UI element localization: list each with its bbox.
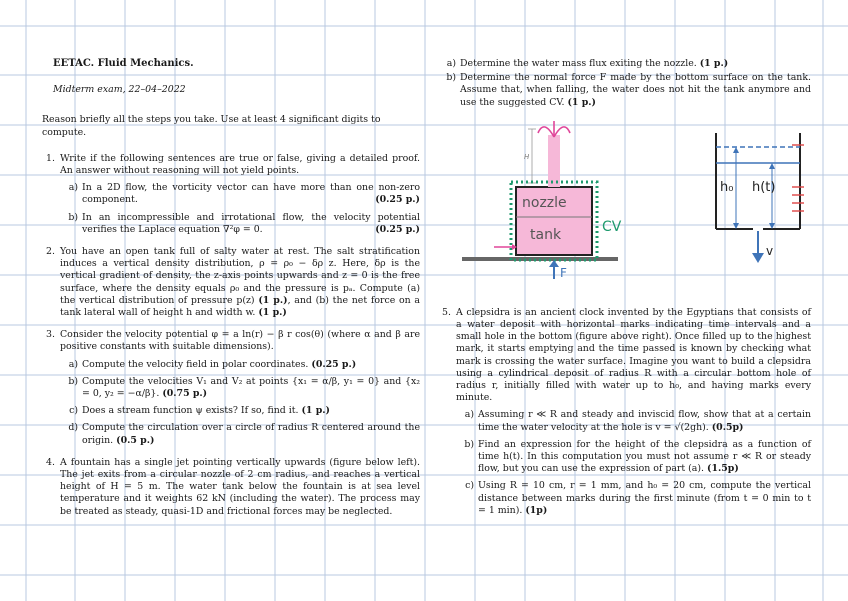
right-column [438, 58, 811, 517]
points: (0.5 p.) [116, 434, 155, 446]
sub-label: b) [446, 72, 456, 84]
points: (1 p.) [567, 96, 596, 108]
question-number: 3. [46, 329, 55, 341]
question-number: 1. [46, 152, 55, 164]
question-text: A fountain has a single jet pointing vertically upwards (figure below left). The jet exits from a circular nozzle of 2 cm radius, and reaches a vertical height of H = 5 m. The water tank below the fountain is at sea level temperature and it weights 62 kN (including the water). The process may be treated as steady, quasi-1D and frictional forces may be neglected. [60, 456, 420, 517]
force-label: F [560, 265, 567, 280]
points: (0.75 p.) [162, 388, 208, 400]
sub-label: c) [69, 405, 78, 417]
points: (1.5p) [707, 463, 739, 475]
points: (0.5p) [711, 421, 744, 433]
subquestion-3b [60, 376, 420, 400]
sub-label: a) [446, 58, 456, 69]
points: (0.25 p.) [375, 223, 420, 235]
height-label: H [524, 152, 530, 161]
question-text: Consider the velocity potential φ = a ln(r) − β r cos(θ) (where α and β are positive constants with suitable dimensions). [60, 329, 420, 353]
points: (0.25 p.) [375, 194, 420, 206]
tank-label: tank [530, 226, 562, 243]
sub-label: b) [68, 211, 78, 223]
subquestion-4a [438, 58, 811, 70]
sub-text: In a 2D flow, the vorticity vector can have more than one non-zero component. [82, 182, 420, 206]
subquestion-5c [456, 480, 811, 517]
question-text: You have an open tank full of salty water at rest. The salt stratification induces a vertical density distribution, ρ = ρ₀ − δρ z. Here, δρ is the vertical gradient of density, the z-axis points upwards and z = 0 is the free surface, where the density equals ρ₀ and the pressure is pₐ. Compute (a) the vertical distribution of pressure p(z) [60, 246, 420, 306]
points: (1p) [525, 504, 548, 516]
sub-label: c) [465, 480, 474, 492]
subquestion-1b [60, 212, 420, 236]
sub-label: a) [68, 358, 78, 370]
exam-title: EETAC. Fluid Mechanics. [53, 58, 194, 69]
sub-text: Compute the circulation over a circle of radius R centered around the origin. [82, 422, 420, 446]
sub-text: Using R = 10 cm, r = 1 mm, and h₀ = 20 cm, compute the vertical distance between marks during the first minute (from t = 0 min to t = 1 min). [478, 480, 811, 516]
figures-area [438, 115, 811, 315]
sub-text: Determine the normal force F made by the bottom surface on the tank. Assume that, when falling, the water does not hit the tank anymore and use the suggested CV. [460, 72, 811, 108]
left-column [42, 58, 420, 518]
sub-label: a) [464, 409, 474, 421]
subquestion-4b [438, 72, 811, 109]
subquestion-3a [60, 359, 420, 371]
cv-label: CV [602, 218, 622, 235]
sub-text: Compute the velocities V₁ and V₂ at points {x₁ = α/β, y₁ = 0} and {x₂ = 0, y₂ = −α/β}. [82, 375, 420, 400]
sub-text: Determine the water mass flux exiting the nozzle. [460, 58, 697, 69]
subquestion-5a [456, 409, 811, 433]
time-marks [792, 145, 804, 211]
sub-text: In an incompressible and irrotational flow, the velocity potential verifies the Laplace equation ∇²φ = 0. [82, 211, 420, 235]
question-text-cont: , and (b) the net force on a tank lateral wall of height h and width w. [60, 294, 420, 319]
subquestion-5b [456, 439, 811, 476]
subquestion-3d [60, 422, 420, 446]
instructions: Reason briefly all the steps you take. Use at least 4 significant digits to compute. [42, 114, 381, 138]
question-number: 2. [46, 246, 55, 258]
subquestion-3c [60, 405, 420, 417]
question-3 [42, 329, 420, 447]
ht-label: h(t) [752, 179, 776, 195]
jet-spray-icon [538, 121, 570, 137]
sub-label: a) [68, 182, 78, 194]
fountain-figure [458, 117, 648, 309]
h0-label: h₀ [720, 179, 734, 195]
points: (1 p.) [301, 405, 330, 417]
exam-subtitle: Midterm exam, 22–04–2022 [53, 84, 186, 96]
nozzle-label: nozzle [522, 194, 567, 211]
question-1 [42, 153, 420, 236]
sub-text: Assuming r ≪ R and steady and inviscid flow, show that at a certain time the water velocity at the hole is v = √(2gh). [478, 409, 811, 433]
sub-text: Find an expression for the height of the clepsidra as a function of time h(t). In this computation you must not assume r ≪ R or steady flow, but you can use the expression of part (a). [478, 438, 811, 475]
water-jet [548, 135, 560, 187]
points: (1 p.) [258, 307, 287, 319]
question-number: 5. [442, 306, 451, 318]
sub-text: Does a stream function ψ exists? If so, find it. [82, 405, 299, 417]
points: (0.25 p.) [311, 358, 357, 370]
clepsidra-figure [708, 117, 818, 277]
velocity-label: v [766, 243, 774, 258]
subquestion-1a [60, 182, 420, 206]
sub-label: b) [68, 375, 78, 387]
sub-text: Compute the velocity field in polar coordinates. [82, 358, 309, 370]
points: (1 p.) [258, 294, 288, 306]
question-5 [438, 307, 811, 517]
points: (1 p.) [699, 58, 729, 69]
question-number: 4. [46, 456, 55, 468]
question-text: A clepsidra is an ancient clock invented by the Egyptians that consists of a water deposit with horizontal marks indicating time intervals and a small hole in the bottom (figure above right). Once filled up to the highest mark, it starts emptying and the time passed is known by checking what mark is crossing the water surface. Imagine you want to build a clepsidra using a cylindrical deposit of radius R with a circular bottom hole of radius r, initially filled with water up to h₀, and having marks every minute. [456, 306, 811, 404]
question-2 [42, 246, 420, 319]
sub-label: d) [68, 422, 78, 434]
question-text: Write if the following sentences are true or false, giving a detailed proof. An answer without reasoning will not yield points. [60, 152, 420, 177]
question-4 [42, 457, 420, 518]
sub-label: b) [464, 438, 474, 450]
